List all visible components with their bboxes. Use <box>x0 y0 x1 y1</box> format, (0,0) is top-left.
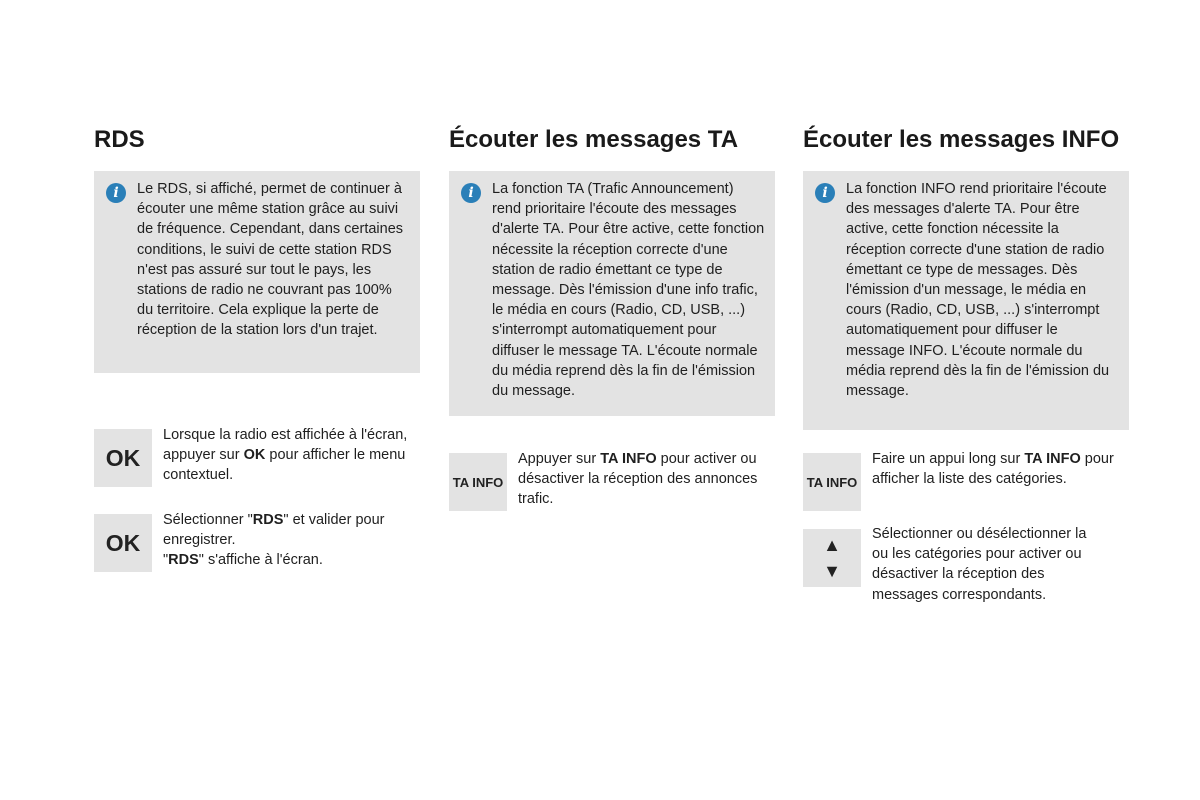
ta-info-box <box>449 171 775 416</box>
ta-title: Écouter les messages TA <box>449 126 739 153</box>
rds-step-1-text: Lorsque la radio est affichée à l'écran, appuyer sur OK pour afficher le menu contextuel. <box>163 427 408 484</box>
info-icon: i <box>461 183 481 203</box>
arrow-up-icon: ▲ <box>823 535 841 555</box>
ta-info-button[interactable]: TA INFO <box>803 453 861 511</box>
info-icon: i <box>106 183 126 203</box>
ta-info-text: La fonction TA (Trafic Announcement) rend prioritaire l'écoute des messages d'alerte TA. Pour être active, cette fonction nécessite la réception correcte d'une station de radio émettant ce type de message. Dès l'émission d'une info trafic, le média en cours (Radio, CD, USB, ...) s'interrompt automatiquement pour diffuser le message TA. L'écoute normale du média reprend dès la fin de l'émission du message. <box>492 181 765 400</box>
rds-info-text: Le RDS, si affiché, permet de continuer à écouter une même station grâce au suivi de fréquence. Cependant, dans certaines conditions, le suivi de cette station RDS n'est pas assuré sur tout le pays, les stations de radio ne couvrant pas 100% du territoire. Cela explique la perte de réception de la station lors d'un trajet. <box>137 181 404 339</box>
arrow-down-icon: ▼ <box>823 561 841 581</box>
info-info-text: La fonction INFO rend prioritaire l'écoute des messages d'alerte TA. Pour être active, cette fonction nécessite la réception correcte d'une station de radio émettant ce type de messages. Dès l'émission d'un message, le média en cours (Radio, CD, USB, ...) s'interrompt automatiquement pour diffuser le message INFO. L'écoute normale du média reprend dès la fin de l'émission du message. <box>846 181 1110 400</box>
info-step-1-text: Faire un appui long sur TA INFO pour afficher la liste des catégories. <box>872 451 1114 488</box>
info-info-box <box>803 171 1129 430</box>
info-step-2-text: Sélectionner ou désélectionner la ou les catégories pour activer ou désactiver la réception des messages correspondants. <box>872 526 1087 603</box>
ta-info-button[interactable]: TA INFO <box>449 453 507 511</box>
ok-button[interactable]: OK <box>94 514 152 572</box>
info-title: Écouter les messages INFO <box>803 126 1120 153</box>
rds-step-2-text: Sélectionner "RDS" et valider pour enregistrer. "RDS" s'affiche à l'écran. <box>163 512 385 569</box>
rds-info-box <box>94 171 420 373</box>
info-icon: i <box>815 183 835 203</box>
rds-title: RDS <box>94 126 145 153</box>
ok-button[interactable]: OK <box>94 429 152 487</box>
up-down-arrows-button[interactable] <box>803 529 861 587</box>
ta-step-1-text: Appuyer sur TA INFO pour activer ou désactiver la réception des annonces trafic. <box>518 451 758 508</box>
